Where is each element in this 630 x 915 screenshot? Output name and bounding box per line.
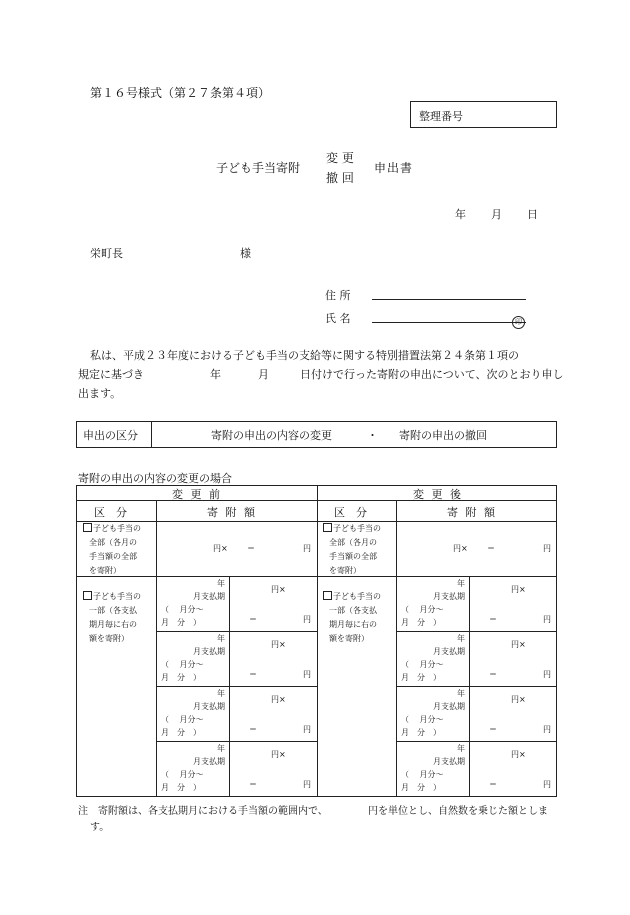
title-option-change: 変 更 [326, 151, 354, 165]
category-option-withdraw[interactable]: 寄附の申出の撤回 [399, 429, 487, 442]
after-all-equals: ＝ [487, 544, 495, 553]
category-separator: ・ [367, 429, 378, 442]
note-line-2: す。 [90, 822, 110, 833]
before-col-amount: 寄 附 額 [207, 506, 257, 519]
before-col-category: 区 分 [94, 506, 127, 519]
body-line-2-month: 月 [258, 368, 269, 381]
addressee-name: 栄町長 [90, 247, 123, 260]
date-day-label: 日 [527, 208, 538, 221]
after-all-checkbox[interactable] [323, 523, 332, 532]
note-line-1b: 円を単位とし、自然数を乗じた額としま [368, 806, 548, 817]
note-line-1a: 注 寄附額は、各支払期月における手当額の範囲内で、 [78, 806, 328, 817]
change-table-caption: 寄附の申出の内容の変更の場合 [78, 472, 232, 485]
reference-number-box[interactable] [410, 101, 557, 128]
addressee-honorific: 様 [240, 247, 251, 260]
after-col-category: 区 分 [334, 506, 367, 519]
body-line-2a: 規定に基づき [78, 368, 144, 381]
after-all-option[interactable]: 子ども手当の 全部（各月の 手当額の全部 を寄附） [323, 522, 381, 578]
before-all-yen-times: 円× [213, 544, 228, 553]
before-all-checkbox[interactable] [83, 523, 92, 532]
category-row [76, 421, 557, 448]
after-part-option[interactable]: 子ども手当の 一部（各支払 期月毎に右の 額を寄附） [323, 590, 381, 646]
body-line-2d: 日付けで行った寄附の申出について、次のとおり申し [300, 368, 564, 381]
after-part-checkbox[interactable] [323, 591, 332, 600]
before-part-checkbox[interactable] [83, 591, 92, 600]
after-header: 変 更 後 [413, 488, 463, 501]
category-label: 申出の区分 [83, 429, 138, 442]
address-label: 住 所 [325, 289, 351, 302]
body-line-3: 出ます。 [78, 387, 122, 400]
address-field[interactable] [372, 299, 526, 300]
before-all-option[interactable]: 子ども手当の 全部（各月の 手当額の全部 を寄附） [83, 522, 141, 578]
title-suffix: 申出書 [374, 161, 414, 175]
body-line-2-year: 年 [210, 368, 221, 381]
body-line-1: 私は、平成２３年度における子ども手当の支給等に関する特別措置法第２４条第１項の [90, 349, 519, 362]
after-all-yen-times: 円× [453, 544, 468, 553]
before-all-yen: 円 [303, 544, 311, 553]
reference-number-label: 整理番号 [419, 110, 463, 123]
date-month-label: 月 [491, 208, 502, 221]
form-number: 第１６号様式（第２７条第４項） [90, 86, 271, 100]
change-table: 変 更 前 変 更 後 区 分 寄 附 額 区 分 寄 附 額 子ども手当の 全部（各月の 手当額の全部 を寄附） 円× ＝ 円 子ども手当の 全部（各月の 手当額の全部 を寄附） 円× ＝ 円 子ども手当の 一部（各支払 期月毎に右の 額を寄附） 子ども手当の 一部（各支払 期月毎に右の 額を寄附） 年 月支払期 （ 月分～ 月 分 ） 円× ＝ 円 年 月支払期 （ 月分～ 月 分 ） 円× ＝ 円 年 月支払期 （ 月分～ 月 分 ） 円× ＝ 円 年 月支払期 （ 月分～ 月 分 ） 円× ＝ 円 年 月支払期 （ 月分～ 月 分 ） 円× ＝ 円 年 月支払期 （ 月分～ 月 分 ） 円× ＝ 円 年 月支払期 （ 月分～ 月 分 ） 円× ＝ 円 年 月支払期 （ 月分～ 月 分 ） 円× ＝ 円 [76, 485, 557, 797]
title-prefix: 子ども手当寄附 [216, 161, 301, 175]
seal-mark: 印 [512, 309, 525, 329]
before-header: 変 更 前 [172, 488, 222, 501]
name-field[interactable] [372, 322, 526, 323]
title-option-withdraw: 撤 回 [326, 171, 354, 185]
category-option-change[interactable]: 寄附の申出の内容の変更 [211, 429, 332, 442]
before-part-option[interactable]: 子ども手当の 一部（各支払 期月毎に右の 額を寄附） [83, 590, 141, 646]
after-all-yen: 円 [543, 544, 551, 553]
after-col-amount: 寄 附 額 [447, 506, 497, 519]
name-label: 氏 名 [325, 312, 351, 325]
before-all-equals: ＝ [247, 544, 255, 553]
date-year-label: 年 [455, 208, 466, 221]
